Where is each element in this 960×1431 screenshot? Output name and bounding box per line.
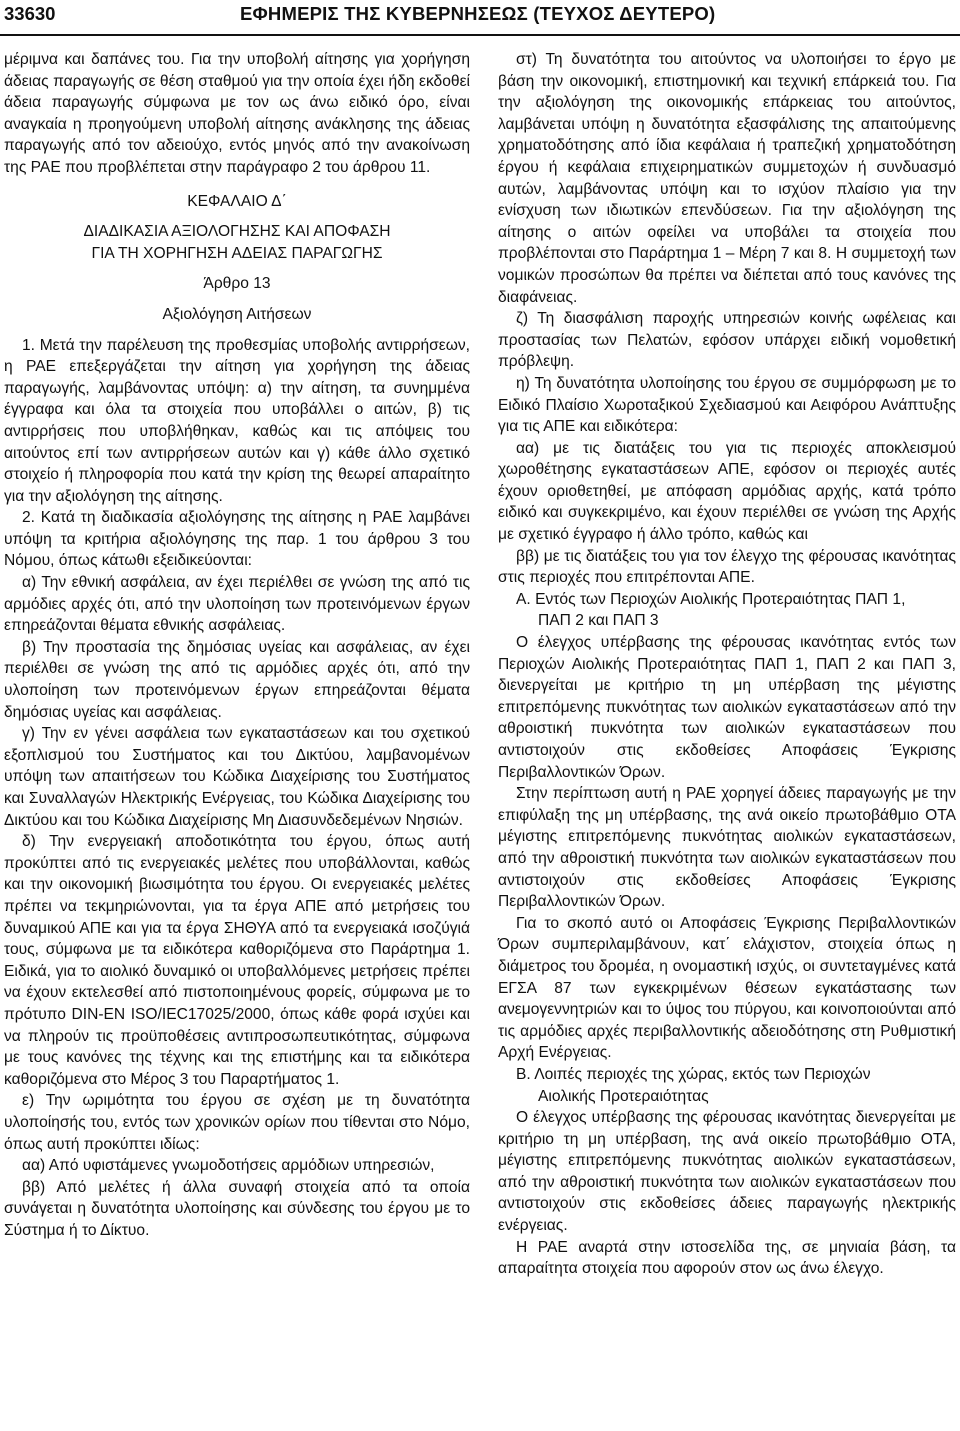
right-column <box>498 49 956 1280</box>
left-column <box>4 49 470 1241</box>
paragraph-gamma: γ) Την εν γένει ασφάλεια των εγκαταστάσεων και του σχετικού εξοπλισμού του Συστήματος και του Δικτύου, λαμβανομένων υπόψη των απαιτήσεων του Κώδικα Διαχείρισης του Συστήματος και Συναλλαγών Ηλεκτρικής Ενέργειας, του Κώδικα Διαχείρισης του Δικτύου και του Κώδικα Διαχείρισης Μη Διασυνδεδεμένων Νησιών. <box>4 725 470 829</box>
chapter-title-line1: ΔΙΑΔΙΚΑΣΙΑ ΑΞΙΟΛΟΓΗΣΗΣ ΚΑΙ ΑΠΟΦΑΣΗ <box>83 223 391 241</box>
paragraph-delta: δ) Την ενεργειακή αποδοτικότητα του έργου, όπως αυτή προκύπτει από τις ενεργειακές μελέτες που υποβάλλονται, καθώς και την οικονομική βιωσιμότητα του έργου. Οι ενεργειακές μελέτες πρέπει να τεκμηριώνονται, για τα έργα ΑΠΕ από μετρήσεις του δυναμικού ΑΠΕ και για τα έργα ΣΗΘΥΑ από τα ενεργειακά ισοζύγιά τους, σύμφωνα με τα ειδικότερα καθοριζόμενα στο Παράρτημα 1. Ειδικά, για το αιολικό δυναμικό οι υποβαλλόμενες μετρήσεις πρέπει να έχουν εκτελεσθεί από πιστοποιημένους φορείς, σύμφωνα με το πρότυπο DIN-EN ISO/IEC17025/2000, όπως κάθε φορά ισχύει και να πληρούν τις προϋποθέσεις αντιπροσωπευτικότητας, σύμφωνα με τους κανόνες της τέχνης και της επιστήμης και τα ειδικότερα καθοριζόμενα στο Μέρος 3 του Παραρτήματος 1. <box>4 833 470 1088</box>
article-title: Αξιολόγηση Αιτήσεων <box>162 305 312 323</box>
subheading-b <box>498 1064 956 1107</box>
intro-paragraph: μέριμνα και δαπάνες του. Για την υποβολή αίτησης για χορήγηση άδειας παραγωγής σε θέση σταθμού για την οποία έχει ήδη εκδοθεί άδεια παραγωγής σύμφωνα με τον ως άνω ειδικό όρο, είναι αναγκαία η προηγούμενη υποβολή αίτησης ανάκλησης της άδειας παραγωγής από τον αδειούχο, εντός μηνός από την ανακοίνωση της ΡΑΕ που προβλέπεται στην παράγραφο 2 του άρθρου 11. <box>4 51 470 176</box>
paragraph-alpha: α) Την εθνική ασφάλεια, αν έχει περιέλθει σε γνώση της από τις αρμόδιες αρχές ότι, από την υλοποίηση των προτεινόμενων έργων επηρεάζονται θέματα εθνικής ασφάλειας. <box>4 574 470 635</box>
subheading-a-line2: ΠΑΠ 2 και ΠΑΠ 3 <box>538 612 659 630</box>
paragraph-b2: Η ΡΑΕ αναρτά στην ιστοσελίδα της, σε μηνιαία βάση, τα απαραίτητα στοιχεία που αφορούν στον ως άνω έλεγχο. <box>498 1238 956 1278</box>
paragraph-st: στ) Τη δυνατότητα του αιτούντος να υλοποιήσει το έργο με βάση την οικονομική, επιστημονική και τεχνική επάρκειά του. Για την αξιολόγηση της οικονομικής επάρκειας του αιτούντος, λαμβάνεται υπόψη η δυνατότητα εξασφάλισης της απαιτούμενης χρηματοδότησης από ίδια κεφάλαια ή τραπεζική χρηματοδότηση έργου ή κεφάλαια επιχειρηματικών συμμετοχών ή συνδυασμό αυτών, λαμβάνοντας υπόψη και το ισχύον πλαίσιο για την ενίσχυση των ιδιωτικών επενδύσεων. Για την αξιολόγηση της αίτησης ο αιτών οφείλει να υποβάλει τα στοιχεία που προβλέπονται στο Παράρτημα 1 – Μέρη 7 και 8. Η συμμετοχή των νομικών προσώπων θα πρέπει να διέπεται από τους κανόνες της διαφάνειας. <box>498 51 956 306</box>
paragraph-a1: Ο έλεγχος υπέρβασης της φέρουσας ικανότητας εντός των Περιοχών Αιολικής Προτεραιότητας ΠΑΠ 1, ΠΑΠ 2 και ΠΑΠ 3, διενεργείται με κριτήριο τη μη υπέρβαση της μέγιστης επιτρεπόμενης πυκνότητας των αιολικών εγκαταστάσεων από την αθροιστική πυκνότητα των αιολικών εγκαταστάσεων που αντιστοιχούν στις εκδοθείσες Αποφάσεις Έγκρισης Περιβαλλοντικών Όρων. <box>498 634 956 781</box>
chapter-title-line2: ΓΙΑ ΤΗ ΧΟΡΗΓΗΣΗ ΑΔΕΙΑΣ ΠΑΡΑΓΩΓΗΣ <box>91 244 383 262</box>
paragraph-2: 2. Κατά τη διαδικασία αξιολόγησης της αίτησης η ΡΑΕ λαμβάνει υπόψη τα κριτήρια αξιολόγησης της παρ. 1 του άρθρου 3 του Νόμου, όπως κάτωθι εξειδικεύονται: <box>4 509 470 570</box>
page-header <box>0 0 960 36</box>
paragraph-beta: β) Την προστασία της δημόσιας υγείας και ασφάλειας, αν έχει περιέλθει σε γνώση της από τις αρμόδιες αρχές ότι, από την υλοποίηση των προτεινόμενων έργων επηρεάζονται θέματα δημόσιας υγείας και ασφάλειας. <box>4 638 470 721</box>
paragraph-a2: Στην περίπτωση αυτή η ΡΑΕ χορηγεί άδειες παραγωγής με την επιφύλαξη της μη υπέρβασης, της ανά οικείο πρωτοβάθμιο ΟΤΑ μέγιστης επιτρεπόμενης πυκνότητας αιολικών εγκαταστάσεων, από την αθροιστική πυκνότητα των αιολικών εγκαταστάσεων που αντιστοιχούν στις εκδοθείσες Αποφάσεις Έγκρισης Περιβαλλοντικών Όρων. <box>498 785 956 911</box>
paragraph-1: 1. Μετά την παρέλευση της προθεσμίας υποβολής αντιρρήσεων, η ΡΑΕ επεξεργάζεται την αίτηση για χορήγηση της άδειας παραγωγής, λαμβάνοντας υπόψη: α) την αίτηση, τα συνημμένα έγγραφα και όλα τα στοιχεία που υποβάλλει ο αιτών, β) τις αντιρρήσεις που υποβλήθηκαν, καθώς και τις απόψεις του αιτούντος επί των αντιρρήσεων αυτών και γ) κάθε άλλο σχετικό στοιχείο ή πληροφορία που κατά την κρίση της θεωρεί απαραίτητο για την αξιολόγηση της αίτησης. <box>4 336 470 505</box>
subheading-b-line2: Αιολικής Προτεραιότητας <box>538 1087 709 1105</box>
article-number: Άρθρο 13 <box>203 275 271 293</box>
paragraph-epsilon: ε) Την ωριμότητα του έργου σε σχέση με τη δυνατότητα υλοποίησής του, εντός των χρονικών ορίων που τίθενται στο Νόμο, όπως αυτή προκύπτει ιδίως: <box>4 1092 470 1153</box>
paragraph-zeta: ζ) Τη διασφάλιση παροχής υπηρεσιών κοινής ωφέλειας και προστασίας των Πελατών, εφόσον υπάρχει ειδική νομοθετική πρόβλεψη. <box>498 310 956 371</box>
paragraph-b1: Ο έλεγχος υπέρβασης της φέρουσας ικανότητας διενεργείται με κριτήριο τη μη υπέρβαση, της ανά οικείο πρωτοβάθμιο ΟΤΑ, μέγιστης επιτρεπόμενης πυκνότητας αιολικών εγκαταστάσεων, από την αθροιστική πυκνότητα των αιολικών εγκαταστάσεων που αντιστοιχούν στις εκδοθείσες άδειες παραγωγής ηλεκτρικής ενέργειας. <box>498 1109 956 1235</box>
paragraph-eta-bb: ββ) με τις διατάξεις του για τον έλεγχο της φέρουσας ικανότητας στις περιοχές που επιτρέπονται ΑΠΕ. <box>498 547 956 587</box>
paragraph-eta: η) Τη δυνατότητα υλοποίησης του έργου σε συμμόρφωση με το Ειδικό Πλαίσιο Χωροταξικού Σχεδιασμού και Αειφόρου Ανάπτυξης για τις ΑΠΕ και ειδικότερα: <box>498 374 956 436</box>
subheading-a <box>498 589 956 632</box>
journal-title: ΕΦΗΜΕΡΙΣ ΤΗΣ ΚΥΒΕΡΝΗΣΕΩΣ (ΤΕΥΧΟΣ ΔΕΥΤΕΡΟ) <box>240 3 716 24</box>
subheading-a-line1: Α. Εντός των Περιοχών Αιολικής Προτεραιότητας ΠΑΠ 1, <box>516 590 906 608</box>
page-number: 33630 <box>4 3 56 24</box>
paragraph-epsilon-bb: ββ) Από μελέτες ή άλλα συναφή στοιχεία από τα οποία συνάγεται η δυνατότητα υλοποίησης και σύνδεσης του έργου με το Σύστημα ή το Δίκτυο. <box>4 1178 470 1239</box>
subheading-b-line1: Β. Λοιπές περιοχές της χώρας, εκτός των Περιοχών <box>516 1065 871 1083</box>
chapter-heading: ΚΕΦΑΛΑΙΟ Δ΄ <box>187 192 287 210</box>
paragraph-a3: Για το σκοπό αυτό οι Αποφάσεις Έγκρισης Περιβαλλοντικών Όρων συμπεριλαμβάνουν, κατ΄ ελάχιστον, στοιχεία όπως η διάμετρος του δρομέα, η ονομαστική ισχύς, οι συντεταγμένες κατά ΕΓΣΑ 87 των εγκεκριμένων θέσεων εγκατάστασης των ανεμογεννητριών και το ύψος του πύργου, και κοινοποιούνται από τις αρμόδιες αρχές περιβαλλοντικής αδειοδότησης στη Ρυθμιστική Αρχή Ενέργειας. <box>498 914 956 1062</box>
paragraph-eta-aa: αα) με τις διατάξεις του για τις περιοχές αποκλεισμού χωροθέτησης εγκαταστάσεων ΑΠΕ, εφόσον οι περιοχές αυτές έχουν οριοθετηθεί, με απόφαση αρμόδιας αρχής, κατά τρόπο ειδικό και συγκεκριμένο, και έχουν περιέλθει σε γνώση της Αρχής με σχετικό έγγραφο ή άλλο τρόπο, καθώς και <box>498 439 956 544</box>
paragraph-epsilon-aa: αα) Από υφιστάμενες γνωμοδοτήσεις αρμόδιων υπηρεσιών, <box>22 1157 435 1175</box>
